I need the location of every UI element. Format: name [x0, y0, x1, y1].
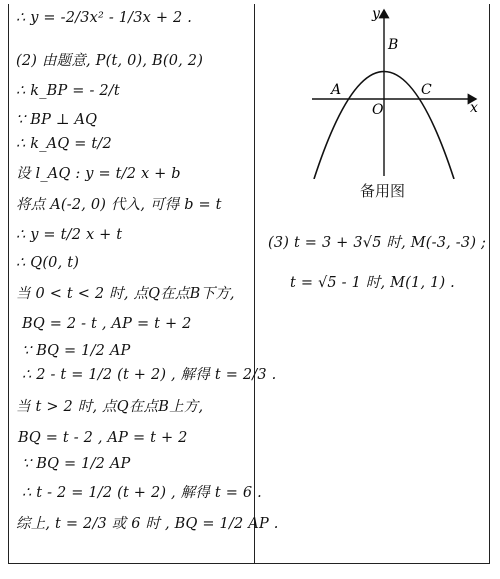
solution-line-14: 当 t > 2 时, 点Q在点B上方,	[16, 399, 204, 415]
solution-line-7: 将点 A(-2, 0) 代入, 可得 b = t	[16, 197, 222, 213]
column-divider	[254, 4, 255, 564]
label-b: B	[388, 37, 399, 53]
solution-line-15: BQ = t - 2 , AP = t + 2	[18, 430, 188, 446]
solution-line-16: ∵ BQ = 1/2 AP	[22, 456, 131, 472]
label-c: C	[421, 82, 432, 98]
solution-line-11: BQ = 2 - t , AP = t + 2	[22, 316, 192, 332]
solution-line-17: ∴ t - 2 = 1/2 (t + 2) , 解得 t = 6 .	[22, 485, 262, 501]
part3-line-2: t = √5 - 1 时, M(1, 1) .	[290, 275, 455, 291]
solution-line-5: ∴ k_AQ = t/2	[16, 136, 112, 152]
part3-line-1: (3) t = 3 + 3√5 时, M(-3, -3) ;	[268, 235, 487, 251]
solution-line-10: 当 0 < t < 2 时, 点Q在点B下方,	[16, 286, 235, 302]
solution-line-1: ∴ y = -2/3x² - 1/3x + 2 .	[16, 10, 193, 26]
label-y: y	[372, 6, 380, 22]
solution-line-6: 设 l_AQ : y = t/2 x + b	[16, 166, 181, 182]
solution-line-12: ∵ BQ = 1/2 AP	[22, 343, 131, 359]
solution-line-2: (2) 由题意, P(t, 0), B(0, 2)	[16, 53, 204, 69]
solution-line-3: ∴ k_BP = - 2/t	[16, 83, 120, 99]
parabola-figure	[300, 4, 490, 179]
label-x: x	[470, 100, 478, 116]
label-a: A	[331, 82, 342, 98]
solution-line-13: ∴ 2 - t = 1/2 (t + 2) , 解得 t = 2/3 .	[22, 367, 277, 383]
label-o: O	[372, 102, 384, 118]
solution-line-8: ∴ y = t/2 x + t	[16, 227, 123, 243]
figure-caption: 备用图	[360, 182, 406, 200]
solution-line-9: ∴ Q(0, t)	[16, 255, 80, 271]
solution-line-18: 综上, t = 2/3 或 6 时 , BQ = 1/2 AP .	[16, 516, 279, 532]
solution-line-4: ∵ BP ⊥ AQ	[16, 112, 98, 128]
